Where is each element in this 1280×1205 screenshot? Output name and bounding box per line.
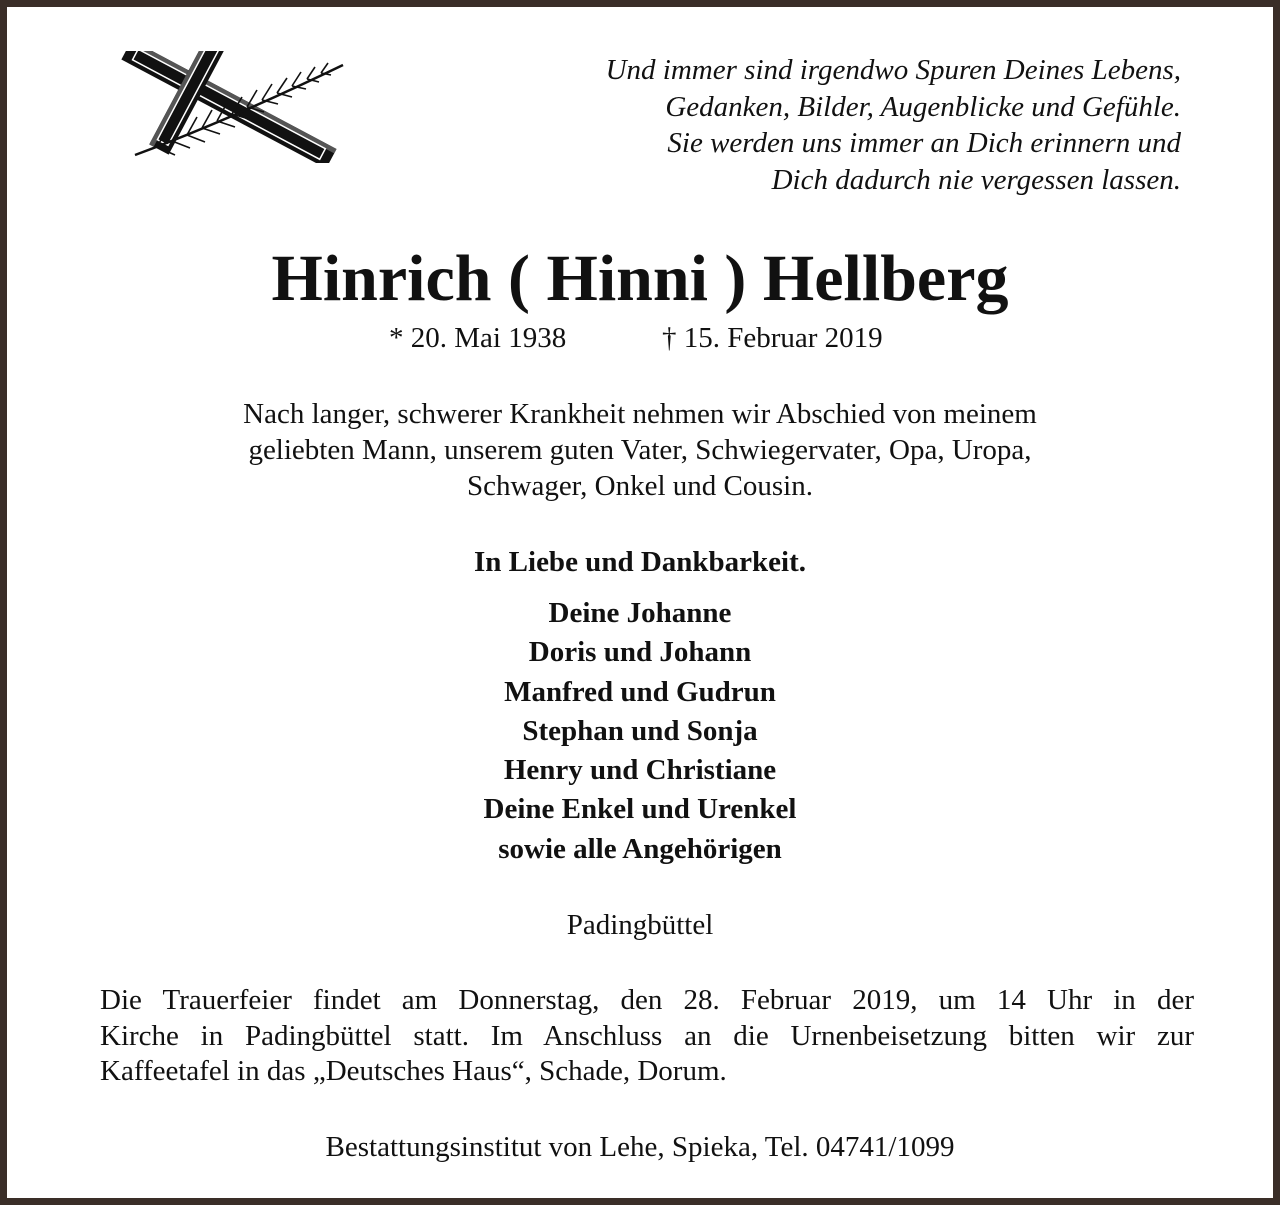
memorial-quote (421, 52, 1181, 198)
farewell-line: geliebten Mann, unserem guten Vater, Schwiegervater, Opa, Uropa, (248, 434, 1032, 466)
mourner-entry: Doris und Johann (528, 636, 752, 669)
quote-line: Und immer sind irgendwo Spuren Deines Lebens, (605, 54, 1181, 86)
quote-line: Sie werden uns immer an Dich erinnern und (667, 127, 1181, 159)
mourner-entry: Deine Enkel und Urenkel (483, 793, 797, 826)
mourner-entry: Stephan und Sonja (522, 714, 758, 747)
deceased-name: Hinrich ( Hinni ) Hellberg (271, 242, 1009, 315)
service-line: Die Trauerfeier findet am Donnerstag, den 28. Februar 2019, um 14 Uhr in der (100, 984, 1194, 1016)
farewell-line: Nach langer, schwerer Krankheit nehmen wir Abschied von meinem (243, 398, 1037, 430)
mourner-entry: Henry und Christiane (503, 754, 777, 787)
place-name: Padingbüttel (566, 909, 714, 941)
farewell-text (7, 396, 1273, 504)
funeral-service-info (100, 983, 1194, 1090)
service-line: Kirche in Padingbüttel statt. Im Anschluss an die Urnenbeisetzung bitten wir zur (100, 1019, 1194, 1052)
farewell-line: Schwager, Onkel und Cousin. (467, 470, 813, 502)
mourners-list (7, 594, 1273, 869)
birth-date: * 20. Mai 1938 (389, 322, 567, 354)
funeral-home-contact: Bestattungsinstitut von Lehe, Spieka, Tel. 04741/1099 (325, 1131, 955, 1163)
gratitude-line: In Liebe und Dankbarkeit. (474, 546, 806, 578)
quote-line: Gedanken, Bilder, Augenblicke und Gefühle. (665, 90, 1181, 123)
quote-line: Dich dadurch nie vergessen lassen. (771, 163, 1181, 196)
death-date: † 15. Februar 2019 (662, 322, 883, 354)
mourner-entry: sowie alle Angehörigen (498, 832, 782, 865)
service-line: Kaffeetafel in das „Deutsches Haus“, Schade, Dorum. (100, 1055, 727, 1087)
mourner-entry: Deine Johanne (548, 597, 732, 629)
mourner-entry: Manfred und Gudrun (504, 675, 776, 708)
cross-with-palm-frond-icon (117, 51, 347, 163)
